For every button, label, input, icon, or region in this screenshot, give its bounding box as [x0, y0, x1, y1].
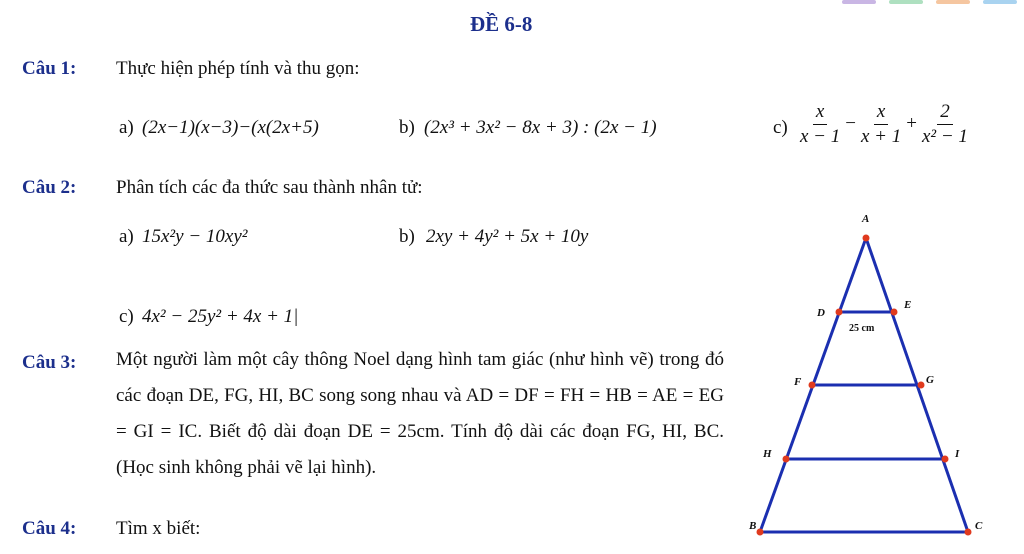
- q2-c-expression: 4x² − 25y² + 4x + 1|: [142, 306, 299, 327]
- point-d: [836, 309, 843, 316]
- fraction-3-numerator: 2: [937, 100, 953, 125]
- label-f: F: [794, 376, 802, 388]
- q1-a-expression: (2x−1)(x−3)−(x(2x+5): [142, 117, 319, 138]
- q2-text: Phân tích các đa thức sau thành nhân tử:: [116, 177, 423, 198]
- fraction-2-denominator: x + 1: [860, 126, 902, 147]
- operator-minus: −: [845, 112, 856, 134]
- q1-b-label: b): [399, 117, 415, 138]
- fraction-3-denominator: x² − 1: [921, 126, 968, 147]
- q2-label: Câu 2:: [22, 177, 77, 198]
- point-h: [783, 456, 790, 463]
- label-c: C: [975, 520, 983, 532]
- point-i: [942, 456, 949, 463]
- fraction-2-numerator: x: [874, 100, 888, 125]
- q2-a-label: a): [119, 226, 134, 247]
- operator-plus: +: [906, 112, 917, 134]
- label-h: H: [763, 448, 772, 460]
- q1-a-label: a): [119, 117, 134, 138]
- q2-b-label: b): [399, 226, 415, 247]
- fraction-1-denominator: x − 1: [800, 126, 841, 147]
- q4-text: Tìm x biết:: [116, 518, 201, 539]
- q2-c-label: c): [119, 306, 134, 327]
- point-f: [809, 382, 816, 389]
- label-a: A: [862, 213, 870, 225]
- q1-label: Câu 1:: [22, 58, 77, 79]
- label-g: G: [926, 374, 934, 386]
- point-a: [863, 235, 870, 242]
- q3-text: Một người làm một cây thông Noel dạng hình tam giác (như hình vẽ) trong đó các đoạn DE, FG, HI, BC song song nhau và AD = DF = FH = HB = AE = EG = GI = IC. Biết độ dài đoạn DE = 25cm. Tính độ dài các đoạn FG, HI, BC. (Học sinh không phải vẽ lại hình).: [116, 349, 724, 478]
- label-i: I: [955, 448, 960, 460]
- point-b: [757, 529, 764, 536]
- point-g: [918, 382, 925, 389]
- q1-b-expression: (2x³ + 3x² − 8x + 3) : (2x − 1): [424, 117, 657, 138]
- q4-label: Câu 4:: [22, 518, 77, 539]
- q2-a-expression: 15x²y − 10xy²: [142, 226, 248, 247]
- label-e: E: [904, 299, 912, 311]
- fraction-1-numerator: x: [813, 100, 827, 125]
- q3-label: Câu 3:: [22, 352, 77, 373]
- de-length-label: 25 cm: [849, 323, 875, 334]
- q1-c-label: c): [773, 117, 788, 138]
- page-title: ĐỀ 6-8: [470, 12, 533, 36]
- point-e: [891, 309, 898, 316]
- point-c: [965, 529, 972, 536]
- q2-b-expression: 2xy + 4y² + 5x + 10y: [426, 226, 589, 247]
- label-d: D: [817, 307, 825, 319]
- label-b: B: [749, 520, 757, 532]
- q1-text: Thực hiện phép tính và thu gọn:: [116, 58, 360, 79]
